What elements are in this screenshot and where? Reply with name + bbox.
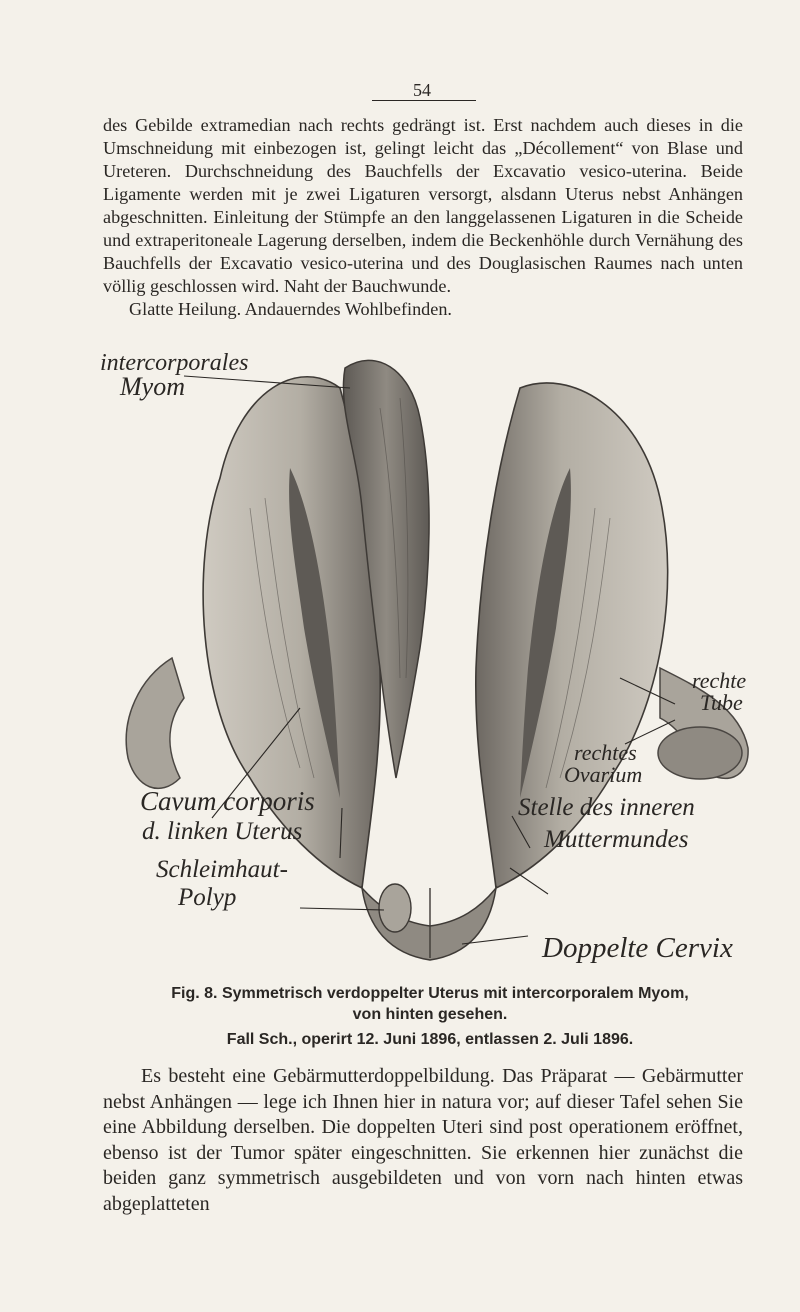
label-muttermundes: Muttermundes (544, 826, 689, 853)
label-schleimhaut: Schleimhaut- (156, 856, 288, 883)
schleimhaut-polyp (379, 884, 411, 932)
page-number-rule (372, 100, 476, 101)
body-text-bottom: Es besteht eine Gebärmutterdoppelbildung. Das Präparat — Gebärmutter nebst Anhängen — lege ich Ihnen hier in natura vor; auf dieser Tafel sehen Sie eine Abbildung derselben. Die doppelten Uteri sind post operationem eröffnet, ebenso ist der Tumor später eingeschnitten. Sie erkennen hier zunächst die beiden ganz symmetrisch ausgebildeten und von vorn nach hinten etwas abgeplatteten (103, 1065, 743, 1215)
label-rechte: rechte (692, 668, 747, 693)
page-number: 54 (413, 80, 431, 100)
body-text-top (103, 114, 743, 321)
label-myom: Myom (120, 372, 185, 401)
label-cavum-corporis: Cavum corporis (140, 786, 315, 816)
label-rechtes: rechtes (574, 740, 637, 765)
paragraph-top: des Gebilde extramedian nach rechts gedrängt ist. Erst nachdem auch dieses in die Umschneidung mit einbezogen ist, gelingt leicht das „Décollement“ von Blase und Ureteren. Durchschneidung des Bauchfells der Excavatio vesico-uterina. Beide Ligamente werden mit je zwei Ligaturen versorgt, alsdann Uterus nebst Anhängen abgeschnitten. Einleitung der Stümpfe an den langgelassenen Ligaturen in die Scheide und extraperitoneale Lagerung derselben, indem die Beckenhöhle durch Vernähung des Bauchfells der Excavatio vesico-uterina und des Douglasischen Raumes nach unten völlig geschlossen wird. Naht der Bauchwunde. (103, 115, 743, 296)
label-stelle-des-inneren: Stelle des inneren (518, 794, 695, 821)
label-polyp: Polyp (178, 884, 237, 911)
caption-line-1: Fig. 8. Symmetrisch verdoppelter Uterus mit intercorporalem Myom, (171, 985, 689, 1002)
figure-caption (100, 983, 760, 1050)
caption-line-3: Fall Sch., operirt 12. Juni 1896, entlassen 2. Juli 1896. (226, 1031, 634, 1048)
label-doppelte-cervix: Doppelte Cervix (542, 932, 733, 964)
label-tube: Tube (700, 690, 743, 715)
label-intercorporales: intercorporales (100, 350, 249, 376)
left-tube (126, 658, 184, 788)
paragraph-closing: Glatte Heilung. Andauerndes Wohlbefinden. (129, 299, 452, 319)
caption-line-2: von hinten gesehen. (352, 1006, 508, 1023)
right-ovarium (658, 727, 742, 779)
label-ovarium: Ovarium (564, 762, 643, 787)
figure-8 (100, 348, 760, 988)
label-linken-uterus: d. linken Uterus (142, 818, 303, 845)
